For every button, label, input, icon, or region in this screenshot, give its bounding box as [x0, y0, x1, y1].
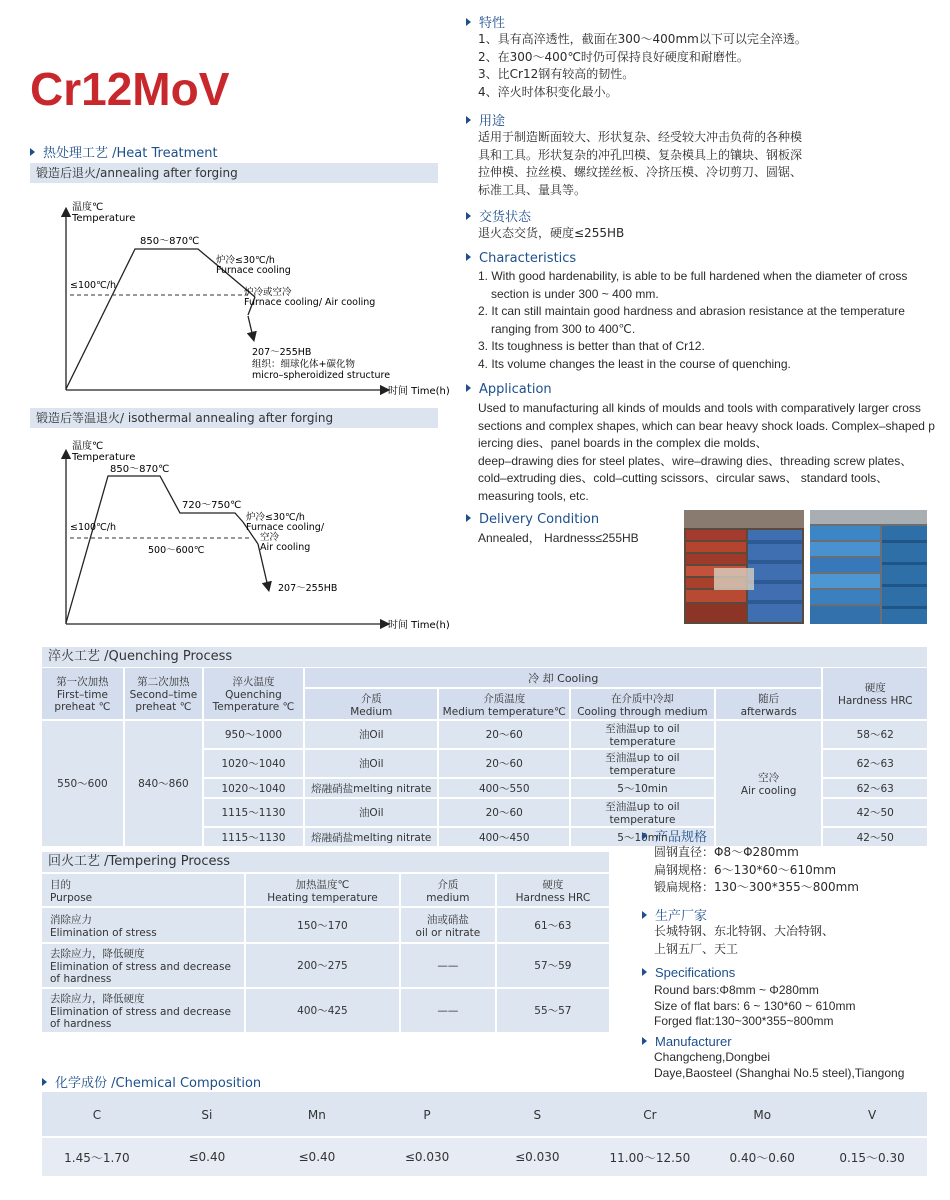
chart2-bar: 锻造后等温退火/ isothermal annealing after forging — [30, 408, 438, 428]
cell: 熔融硝盐melting nitrate — [305, 779, 437, 797]
cell: 400～550 — [439, 779, 569, 797]
page-title: Cr12MoV — [30, 63, 230, 115]
cell: 62～63 — [823, 779, 927, 797]
iso-label: 720～750℃ — [182, 500, 242, 511]
text-line: ranging from 300 to 400℃. — [491, 321, 636, 336]
delivery-en-text: Annealed， Hardness≤255HB — [478, 531, 639, 545]
element-header: Mn — [307, 1108, 326, 1122]
list-item: 3、比Cr12钢有较高的韧性。 — [478, 67, 635, 81]
spec-en-heading — [642, 965, 735, 980]
steel-bars-photo-1 — [684, 510, 804, 624]
y-label-en: Temperature — [72, 213, 136, 224]
cell-second: 840～860 — [125, 721, 202, 846]
delivery-en-heading — [466, 512, 599, 527]
arrow-icon — [642, 1037, 647, 1045]
tempering-table — [40, 872, 611, 1034]
cell-after — [716, 721, 822, 846]
header-text: Purpose — [50, 891, 93, 904]
text-line: iercing dies、panel boards in the complex die molds、 — [478, 436, 768, 450]
cell: 至油温up to oil temperature — [571, 799, 714, 826]
arrow-icon — [466, 18, 471, 26]
header-text: Quenching — [225, 689, 282, 701]
cell: 油Oil — [305, 750, 437, 777]
cell: 42～50 — [823, 828, 927, 846]
delivery-en-heading-text: Delivery Condition — [479, 512, 600, 527]
cell-purpose — [42, 944, 244, 987]
arrow-icon — [466, 384, 471, 392]
arrow-icon — [42, 1078, 47, 1086]
application-text — [478, 400, 938, 505]
element-value: 0.40～0.60 — [729, 1150, 795, 1165]
element-value: 11.00～12.50 — [609, 1150, 691, 1165]
table-header-row — [42, 874, 609, 906]
features-heading-text: 特性 — [479, 16, 506, 31]
cell: 400～425 — [246, 989, 399, 1032]
cell: 1115～1130 — [204, 828, 303, 846]
text-line: 1. With good hardenability, is able to be full hardened when the diameter of cross — [478, 269, 908, 283]
cell: 至油温up to oil temperature — [571, 750, 714, 777]
cell-text: oil or nitrate — [415, 926, 481, 939]
cell: 58～62 — [823, 721, 927, 748]
arrow-icon — [642, 968, 647, 976]
header-text: Temperature ℃ — [212, 701, 295, 713]
result-hb-label: 207～255HB — [278, 583, 338, 594]
element-header: P — [423, 1108, 431, 1122]
chart1-bar: 锻造后退火/annealing after forging — [30, 163, 438, 183]
header-second — [125, 668, 202, 719]
element-header: Cr — [643, 1108, 657, 1122]
features-list — [478, 31, 938, 101]
result-structure-cn: 组织：细球化体+碳化物 — [252, 359, 355, 370]
header-text: 加热温度℃ — [295, 878, 350, 891]
characteristics-heading — [466, 251, 576, 266]
text-line: deep–drawing dies for steel plates、wire–drawing dies、threading screw plates、 — [478, 453, 913, 468]
usage-heading-text: 用途 — [479, 114, 506, 129]
text-line: 扁钢规格：6～130*60～610mm — [654, 862, 837, 877]
cell: —— — [401, 944, 495, 987]
cell: 5～10min — [571, 828, 714, 846]
header-purpose — [42, 874, 244, 906]
header-medium — [401, 874, 495, 906]
cell-purpose — [42, 989, 244, 1032]
cell: 油Oil — [305, 799, 437, 826]
text-line: 上钢五厂、天工 — [654, 941, 739, 956]
list-item: 4、淬火时体积变化最小。 — [478, 84, 618, 99]
y-label-cn: 温度℃ — [72, 441, 104, 452]
header-text: preheat ℃ — [54, 701, 111, 713]
list-item: 2、在300～400℃时仍可保持良好硬度和耐磨性。 — [478, 49, 749, 64]
text-line: 拉伸模、拉丝模、螺纹搓丝板、冷挤压模、冷切剪刀、圆锯、 — [478, 165, 803, 179]
text-line: Changcheng,Dongbei — [654, 1050, 771, 1064]
cell — [401, 908, 495, 942]
cell: 油Oil — [305, 721, 437, 748]
text-line: 长城特钢、东北特钢、大冶特钢、 — [654, 924, 835, 938]
cell: 1115～1130 — [204, 799, 303, 826]
quenching-table — [40, 666, 929, 848]
header-text: Medium temperature℃ — [442, 705, 566, 718]
arrow-icon — [466, 212, 471, 220]
table-row — [42, 944, 609, 987]
text-line: 具和工具。形状复杂的冲孔凹模、复杂模具上的镶块、钢板深 — [478, 147, 803, 162]
y-label-en: Temperature — [72, 452, 136, 463]
header-text: 淬火温度 — [232, 676, 275, 688]
air-cn-label: 空冷 — [260, 532, 280, 543]
heat-treatment-heading-text: 热处理工艺 /Heat Treatment — [43, 146, 218, 161]
chemical-table — [42, 1092, 927, 1176]
header-hardness — [497, 874, 609, 906]
tempering-heading: 回火工艺 /Tempering Process — [42, 852, 609, 872]
text-line: 圆钢直径：Φ8～Φ280mm — [654, 845, 799, 859]
cool2-en-label: Furnace cooling/ Air cooling — [244, 297, 376, 308]
text-line: Used to manufacturing all kinds of moulds and tools with comparatively larger cross — [478, 401, 921, 415]
cell-first: 550～600 — [42, 721, 123, 846]
text-line: 标准工具、量具等。 — [478, 182, 587, 197]
arrow-icon — [466, 253, 471, 261]
header-text: 硬度 — [542, 878, 564, 891]
list-item: 1、具有高淬透性，截面在300～400mm以下可以完全淬透。 — [478, 32, 807, 46]
header-text: Heating temperature — [267, 891, 378, 904]
table-row — [42, 989, 609, 1032]
header-text: 介质温度 — [483, 692, 526, 705]
arrow-icon — [30, 148, 35, 156]
cell: 5～10min — [571, 779, 714, 797]
header-text: 第二次加热 — [137, 676, 190, 688]
header-text: Medium — [350, 705, 393, 718]
table-row — [42, 908, 609, 942]
cooling-arrow — [248, 316, 253, 337]
cell: —— — [401, 989, 495, 1032]
cell: 20～60 — [439, 750, 569, 777]
furnace-en-label: Furnace cooling — [216, 265, 291, 276]
element-header: C — [92, 1108, 102, 1122]
header-cooling: 冷 却 Cooling — [305, 668, 821, 687]
characteristics-list — [478, 268, 938, 373]
table-row — [42, 1138, 927, 1176]
features-heading — [466, 12, 505, 31]
text-line: sections and complex shapes, which can bear heavy shock loads. Complex–shaped p — [478, 418, 935, 433]
cell: 150～170 — [246, 908, 399, 942]
header-text: Hardness HRC — [515, 891, 591, 904]
element-header: Si — [201, 1108, 213, 1122]
maker-cn-list — [654, 923, 834, 958]
header-text: 目的 — [50, 878, 71, 891]
text-line: Forged flat:130~300*355~800mm — [654, 1014, 834, 1028]
spec-en-heading-text: Specifications — [655, 965, 736, 980]
arrow-icon — [642, 911, 647, 919]
header-text: Second–time — [129, 689, 198, 701]
characteristics-heading-text: Characteristics — [479, 251, 577, 266]
text-line: section is under 300 ~ 400 mm. — [491, 286, 659, 301]
delivery-cn-text: 退火态交货，硬度≤255HB — [478, 226, 625, 240]
arrow-icon — [466, 116, 471, 124]
header-after — [716, 689, 822, 719]
table-row — [42, 721, 927, 748]
element-value: ≤0.030 — [515, 1150, 560, 1164]
cell-text: of hardness — [50, 1018, 112, 1030]
cell-text: of hardness — [50, 973, 112, 985]
cell: 62～63 — [823, 750, 927, 777]
spec-cn-heading — [642, 826, 707, 845]
maker-en-heading — [642, 1034, 732, 1049]
header-text: preheat ℃ — [135, 701, 192, 713]
cell-text: Elimination of stress and decrease — [50, 961, 231, 973]
cell: 熔融硝盐melting nitrate — [305, 828, 437, 846]
cell: 200～275 — [246, 944, 399, 987]
result-hb-label: 207～255HB — [252, 347, 312, 358]
header-quench-temp — [204, 668, 303, 719]
cell-text: Elimination of stress — [50, 926, 157, 939]
quenching-heading: 淬火工艺 /Quenching Process — [42, 647, 927, 667]
spec-en-list — [654, 983, 855, 1030]
arrow-icon — [642, 832, 647, 840]
delivery-cn-heading-text: 交货状态 — [479, 210, 532, 225]
cell: 400～450 — [439, 828, 569, 846]
text-line: measuring tools, etc. — [478, 488, 589, 503]
header-text: 在介质中冷却 — [610, 692, 674, 705]
text-line: 4. Its volume changes the least in the course of quenching. — [478, 356, 791, 371]
header-text: Hardness HRC — [837, 695, 913, 707]
cell: 至油温up to oil temperature — [571, 721, 714, 748]
application-heading — [466, 382, 552, 397]
header-text: afterwards — [740, 705, 797, 718]
header-text: 第一次加热 — [56, 676, 109, 688]
chemical-heading-text: 化学成份 /Chemical Composition — [55, 1076, 262, 1091]
text-line: cold–extruding dies、cold–cutting scissors、circular saws、 standard tools、 — [478, 471, 889, 485]
element-header: V — [867, 1108, 877, 1122]
spec-cn-heading-text: 产品规格 — [655, 830, 708, 845]
maker-en-list — [654, 1050, 904, 1081]
text-line: 锻扁规格：130～300*355～800mm — [654, 880, 859, 894]
element-header: S — [533, 1108, 542, 1122]
element-value: ≤0.40 — [188, 1150, 226, 1164]
maker-cn-heading — [642, 905, 707, 924]
header-text: medium — [426, 891, 470, 904]
text-line: Round bars:Φ8mm ~ Φ280mm — [654, 983, 819, 997]
header-text: First–time — [56, 689, 108, 701]
y-label-cn: 温度℃ — [72, 202, 104, 213]
header-text: 介质 — [437, 878, 459, 891]
heat-treatment-heading — [30, 142, 218, 161]
result-structure-en: micro–spheroidized structure — [252, 370, 391, 381]
mid-range-label: 500～600℃ — [148, 545, 205, 556]
arrow-icon — [466, 514, 471, 522]
spec-cn-list — [654, 844, 859, 897]
header-temp — [246, 874, 399, 906]
cell: 57～59 — [497, 944, 609, 987]
cell-text: 去除应力，降低硬度 — [50, 948, 145, 960]
furnace-cn-label: 炉冷≤30℃/h — [216, 255, 275, 266]
steel-bars-photo-2 — [810, 510, 927, 624]
maker-cn-heading-text: 生产厂家 — [655, 909, 708, 924]
annealing-chart — [30, 192, 460, 402]
cell-text: Elimination of stress and decrease — [50, 1006, 231, 1018]
cell: 20～60 — [439, 721, 569, 748]
header-medium — [305, 689, 437, 719]
element-value: 0.15～0.30 — [839, 1150, 905, 1165]
rate-label: ≤100℃/h — [70, 522, 116, 533]
cell-text: 油或硝盐 — [426, 913, 469, 926]
isothermal-annealing-chart — [30, 432, 460, 637]
header-text: 介质 — [360, 692, 382, 705]
cell: 950～1000 — [204, 721, 303, 748]
cell-text: Air cooling — [740, 785, 797, 797]
header-first — [42, 668, 123, 719]
header-text: Cooling through medium — [577, 705, 708, 718]
x-label: 时间 Time(h) — [388, 386, 450, 397]
header-through — [571, 689, 714, 719]
application-heading-text: Application — [479, 382, 552, 397]
element-value: 1.45～1.70 — [64, 1150, 130, 1165]
chemical-heading — [42, 1072, 261, 1091]
header-text: 随后 — [758, 692, 780, 705]
cool2-cn-label: 炉冷或空冷 — [244, 287, 292, 298]
cell: 55～57 — [497, 989, 609, 1032]
rate-label: ≤100℃/h — [70, 280, 116, 291]
cell: 61～63 — [497, 908, 609, 942]
peak-label: 850～870℃ — [110, 464, 170, 475]
text-line: Size of flat bars: 6 ~ 130*60 ~ 610mm — [654, 998, 856, 1013]
furnace-en-label: Furnace cooling/ — [246, 522, 325, 533]
peak-label: 850～870℃ — [140, 236, 200, 247]
cell-purpose — [42, 908, 244, 942]
cell: 42～50 — [823, 799, 927, 826]
element-value: ≤0.40 — [298, 1150, 336, 1164]
table-header-row — [42, 1092, 927, 1138]
text-line: 适用于制造断面较大、形状复杂、经受较大冲击负荷的各种模 — [478, 130, 803, 144]
cell-text: 空冷 — [758, 772, 780, 784]
usage-heading — [466, 110, 505, 129]
text-line: 2. It can still maintain good hardness and abrasion resistance at the temperature — [478, 304, 905, 318]
cell-text: 消除应力 — [50, 913, 92, 926]
text-line: 3. Its toughness is better than that of Cr12. — [478, 339, 705, 353]
cell-text: 去除应力，降低硬度 — [50, 993, 145, 1005]
cell: 1020～1040 — [204, 779, 303, 797]
header-medium-temp — [439, 689, 569, 719]
delivery-cn-heading — [466, 206, 531, 225]
x-label: 时间 Time(h) — [388, 620, 450, 631]
cell: 1020～1040 — [204, 750, 303, 777]
cell: 20～60 — [439, 799, 569, 826]
air-en-label: Air cooling — [260, 542, 311, 553]
maker-en-heading-text: Manufacturer — [655, 1034, 732, 1049]
text-line: Daye,Baosteel (Shanghai No.5 steel),Tiangong — [654, 1065, 905, 1080]
element-value: ≤0.030 — [404, 1150, 450, 1164]
usage-text — [478, 129, 938, 199]
header-hardness — [823, 668, 927, 719]
element-header: Mo — [753, 1108, 772, 1122]
furnace-cn-label: 炉冷≤30℃/h — [246, 512, 305, 523]
header-text: 硬度 — [864, 682, 886, 694]
